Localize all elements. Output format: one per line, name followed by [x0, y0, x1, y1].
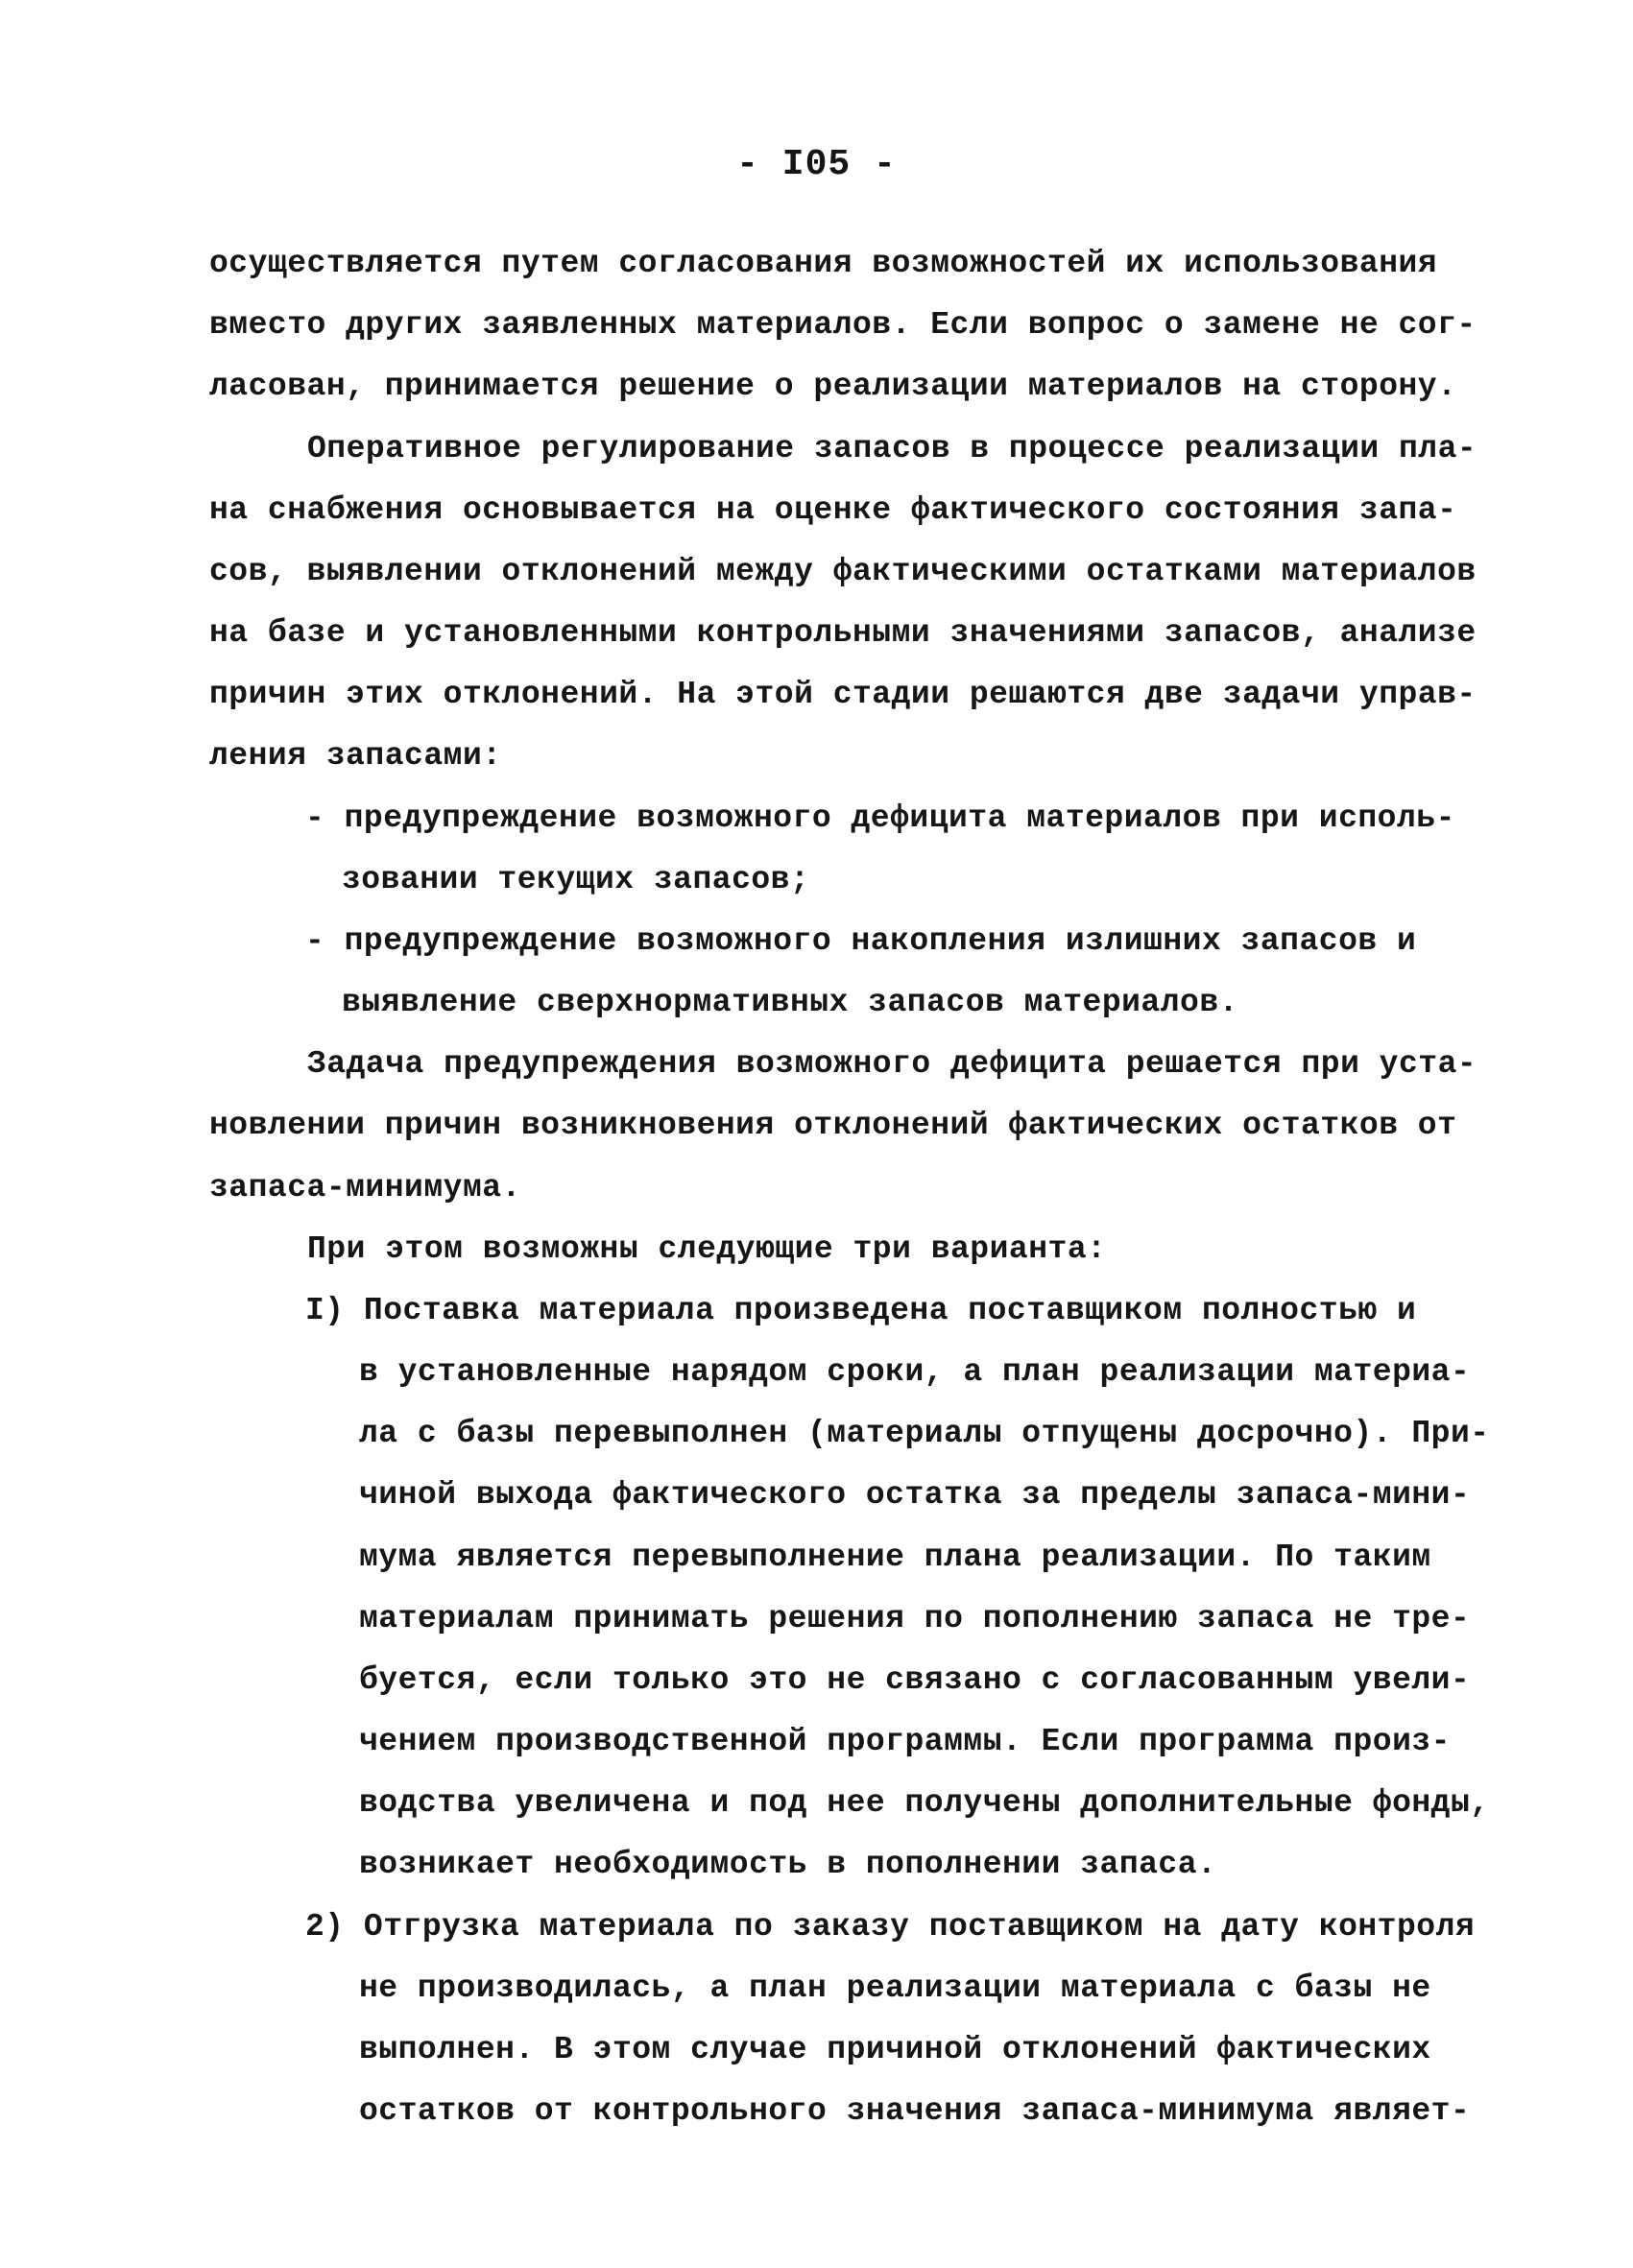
text-line: вместо других заявленных материалов. Если вопрос о замене не сог-: [209, 307, 1477, 343]
text-line: выявление сверхнормативных запасов материалов.: [342, 985, 1238, 1020]
text-line: мума является перевыполнение плана реализации. По таким: [359, 1540, 1431, 1575]
text-line: ления запасами:: [209, 738, 502, 774]
text-line: сов, выявлении отклонений между фактическими остатками материалов: [209, 554, 1477, 589]
text-line: выполнен. В этом случае причиной отклонений фактических: [359, 2032, 1431, 2067]
text-line: запаса-минимума.: [209, 1170, 521, 1206]
text-line: Оперативное регулирование запасов в процессе реализации пла-: [307, 431, 1477, 466]
text-line: осуществляется путем согласования возможностей их использования: [209, 246, 1438, 281]
text-line: на снабжения основывается на оценке фактического состояния запа-: [209, 492, 1457, 528]
text-line: возникает необходимость в пополнении запаса.: [359, 1847, 1217, 1882]
text-line: чением производственной программы. Если программа произ-: [359, 1724, 1451, 1759]
text-line: зовании текущих запасов;: [342, 862, 810, 897]
text-line: чиной выхода фактического остатка за пределы запаса-мини-: [359, 1477, 1471, 1513]
text-line: При этом возможны следующие три варианта:: [307, 1231, 1107, 1267]
text-line: на базе и установленными контрольными значениями запасов, анализе: [209, 615, 1477, 651]
text-line: водства увеличена и под нее получены дополнительные фонды,: [359, 1785, 1490, 1821]
text-line: ласован, принимается решение о реализации материалов на сторону.: [209, 369, 1457, 404]
text-line: ла с базы перевыполнен (материалы отпущены досрочно). При-: [359, 1416, 1490, 1451]
text-line: Задача предупреждения возможного дефицита решается при уста-: [307, 1046, 1477, 1082]
text-line: причин этих отклонений. На этой стадии решаются две задачи управ-: [209, 677, 1477, 712]
text-line: буется, если только это не связано с согласованным увели-: [359, 1662, 1471, 1698]
text-line: в установленные нарядом сроки, а план реализации материа-: [359, 1354, 1471, 1390]
text-line: не производилась, а план реализации материала с базы не: [359, 1970, 1431, 2006]
text-line: новлении причин возникновения отклонений фактических остатков от: [209, 1108, 1457, 1143]
list-item: - предупреждение возможного накопления излишних запасов и: [305, 923, 1417, 959]
text-line: остатков от контрольного значения запаса-минимума являет-: [359, 2093, 1471, 2129]
text-line: материалам принимать решения по пополнению запаса не тре-: [359, 1601, 1471, 1636]
list-item: 2) Отгрузка материала по заказу поставщиком на дату контроля: [305, 1909, 1476, 1945]
list-item: I) Поставка материала произведена поставщиком полностью и: [305, 1293, 1417, 1328]
list-item: - предупреждение возможного дефицита материалов при исполь-: [305, 800, 1455, 836]
page-number: - I05 -: [736, 144, 897, 185]
